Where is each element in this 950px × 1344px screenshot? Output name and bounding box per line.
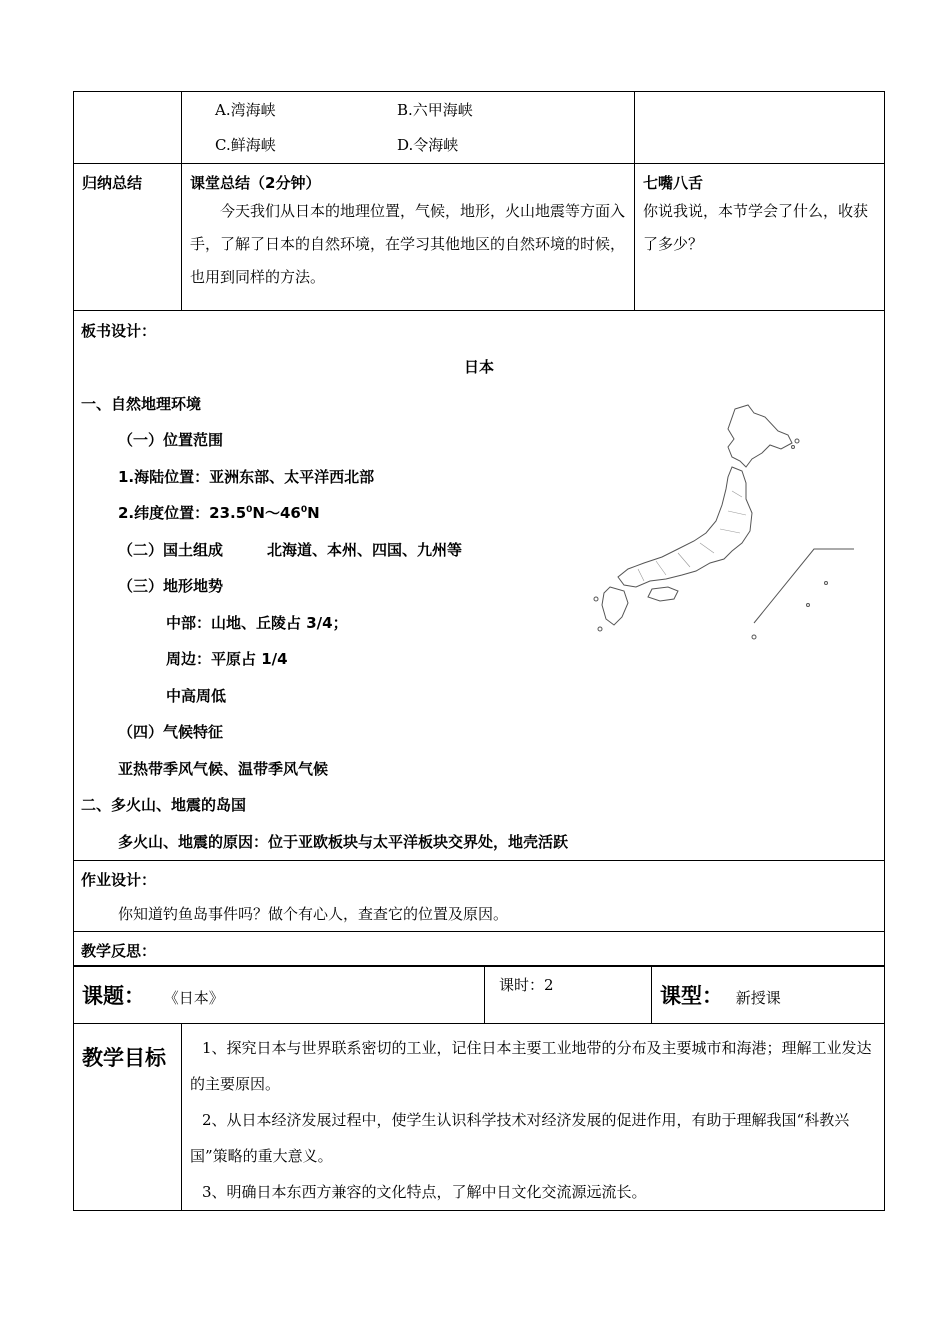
terrain-2: 周边：平原占 1/4 <box>166 650 288 668</box>
kyushu-shape <box>602 587 628 625</box>
subheading-3: （三）地形地势 <box>118 577 224 595</box>
inset-frame <box>754 549 854 623</box>
objective-item: 3、明确日本东西方兼容的文化特点，了解中日文化交流源远流长。 <box>202 1183 647 1201</box>
question-options <box>182 92 635 164</box>
summary-row <box>74 164 885 311</box>
lesson-header-row <box>74 966 885 1024</box>
terrain-3: 中高周低 <box>166 687 227 705</box>
type-value: 新授课 <box>735 988 781 1007</box>
lesson-header-table <box>73 965 885 1211</box>
subheading-1: （一）位置范围 <box>118 431 224 449</box>
territory-value: 北海道、本州、四国、九州等 <box>267 541 463 559</box>
option-d: D.令海峡 <box>397 136 459 154</box>
board-title: 日本 <box>464 358 495 376</box>
objectives-row <box>74 1024 885 1211</box>
subheading-2: （二）国土组成 <box>118 541 224 559</box>
topic-value: 《日本》 <box>163 988 224 1007</box>
terrain-1: 中部：山地、丘陵占 3/4； <box>166 614 348 632</box>
shikoku-shape <box>648 587 678 601</box>
summary-label: 归纳总结 <box>82 174 143 192</box>
heading-2: 二、多火山、地震的岛国 <box>81 796 247 814</box>
hokkaido-shape <box>728 405 792 467</box>
subheading-4: （四）气候特征 <box>118 723 224 741</box>
summary-heading: 课堂总结（2分钟） <box>190 174 321 192</box>
objective-item: 1、探究日本与世界联系密切的工业，记住日本主要工业地带的分布及主要城市和海港；理解工业发达的主要原因。 <box>190 1039 872 1093</box>
question-row <box>74 92 885 164</box>
homework-row <box>74 861 885 932</box>
homework-text: 你知道钓鱼岛事件吗？做个有心人，查查它的位置及原因。 <box>118 905 509 923</box>
board-row <box>74 311 885 861</box>
type-label: 课型： <box>660 983 724 1008</box>
lesson-plan-table <box>73 91 885 967</box>
point-1: 1.海陆位置：亚洲东部、太平洋西北部 <box>118 468 375 486</box>
option-a: A.湾海峡 <box>215 101 276 119</box>
discussion-text: 你说我说，本节学会了什么，收获了多少？ <box>643 202 869 253</box>
climate-line: 亚热带季风气候、温带季风气候 <box>118 760 329 778</box>
summary-text: 今天我们从日本的地理位置，气候，地形，火山地震等方面入手，了解了日本的自然环境，在学习其他地区的自然环境的时候，也用到同样的方法。 <box>190 202 626 286</box>
period-text: 课时：2 <box>499 976 554 994</box>
reflection-row <box>74 932 885 967</box>
topic-label: 课题： <box>82 983 145 1008</box>
reflection-label: 教学反思： <box>81 942 157 960</box>
homework-label: 作业设计： <box>81 871 157 889</box>
objectives-label: 教学目标 <box>82 1046 166 1070</box>
point-2: 2.纬度位置：$23.5^0N\sim 46^0N$ <box>118 504 320 522</box>
option-b: B.六甲海峡 <box>397 101 473 119</box>
japan-map <box>582 401 857 641</box>
board-label: 板书设计： <box>81 322 157 340</box>
objective-item: 2、从日本经济发展过程中，使学生认识科学技术对经济发展的促进作用，有助于理解我国“科教兴国”策略的重大意义。 <box>190 1111 850 1165</box>
objectives-list <box>182 1024 885 1211</box>
option-c: C.鲜海峡 <box>215 136 276 154</box>
discussion-heading: 七嘴八舌 <box>643 174 704 192</box>
heading-1: 一、自然地理环境 <box>81 395 202 413</box>
volcano-reason: 多火山、地震的原因：位于亚欧板块与太平洋板块交界处，地壳活跃 <box>118 833 569 851</box>
board-design <box>74 311 885 861</box>
